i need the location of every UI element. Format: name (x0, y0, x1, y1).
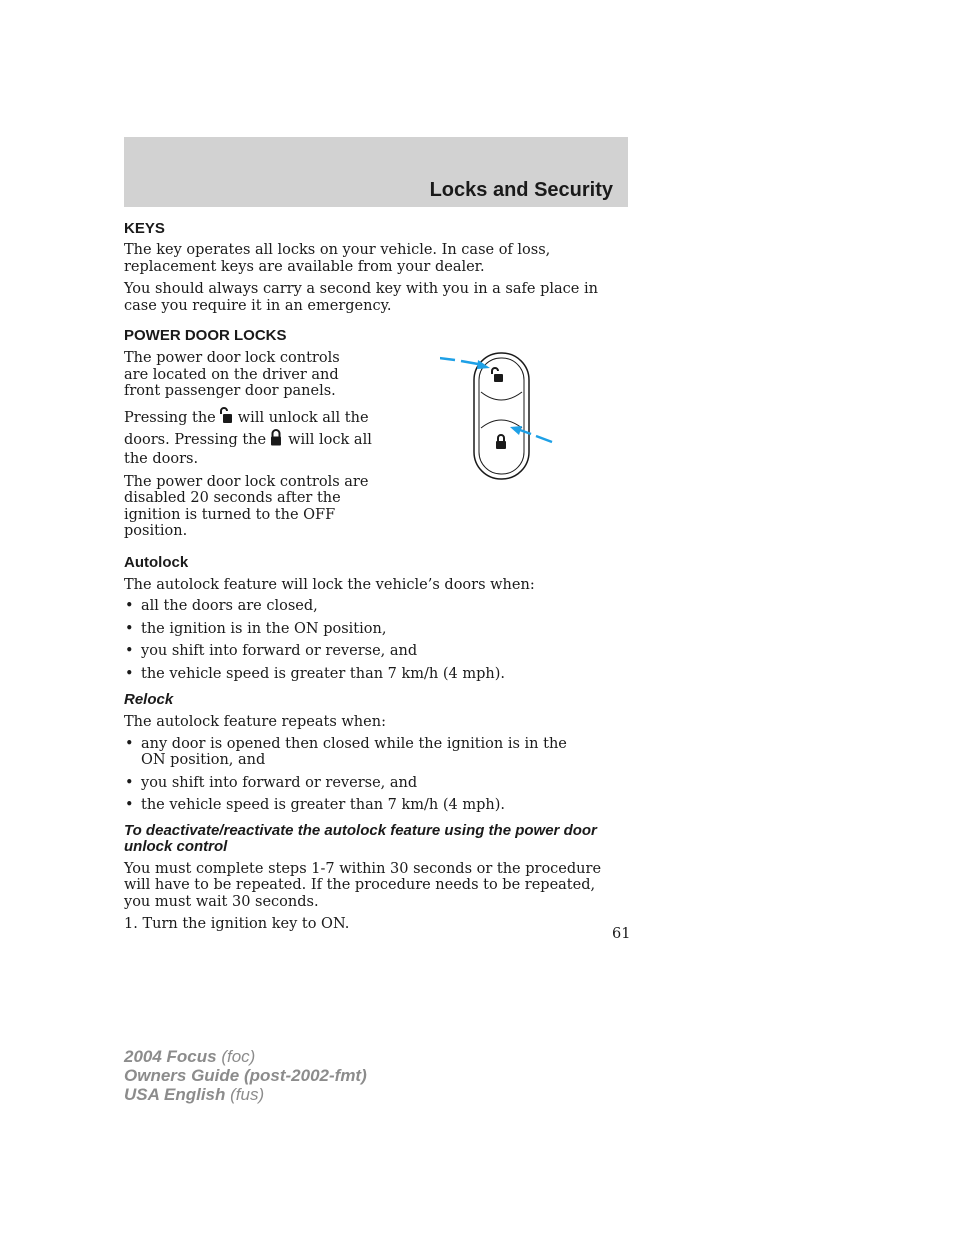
deactivate-heading: To deactivate/reactivate the autolock feature using the power door unlock control (124, 821, 597, 855)
deactivate-paragraph: You must complete steps 1-7 within 30 seconds or the procedure will have to be repeated. If the procedure needs to be repeated, you must wait 30 seconds. (124, 860, 602, 910)
keys-paragraph-2: You should always carry a second key with you in a safe place in case you require it in an emergency. (124, 281, 598, 314)
page-content (124, 220, 628, 933)
list-item: • you shift into forward or reverse, and (125, 643, 418, 659)
power-door-locks-heading: POWER DOOR LOCKS (124, 327, 287, 344)
autolock-heading: Autolock (124, 553, 189, 571)
autolock-intro: The autolock feature will lock the vehicle’s doors when: (124, 576, 535, 593)
keys-heading: KEYS (124, 220, 165, 237)
unlock-arrow-line-dash-2 (461, 361, 478, 364)
figure-lock-icon (496, 435, 506, 449)
power-door-locks-paragraph-2 (124, 406, 374, 469)
lock-icon (269, 428, 283, 446)
section-title: Locks and Security (429, 179, 613, 201)
keys-paragraph-1: The key operates all locks on your vehicle. In case of loss, replacement keys are available from your dealer. (124, 242, 551, 275)
list-item: • the ignition is in the ON position, (125, 620, 387, 637)
unlock-icon (219, 406, 233, 424)
section-header (124, 137, 628, 207)
power-door-locks-paragraph-1: The power door lock controls are located on the driver and front passenger door panels. (124, 350, 340, 399)
list-item: • any door is opened then closed while the ignition is in the ON position, and (125, 735, 567, 768)
autolock-list (124, 598, 628, 682)
pressing-text-a: Pressing the (124, 409, 216, 426)
unlock-arrow-line-dash-1 (440, 358, 455, 360)
lock-arrowhead (510, 426, 522, 435)
pressing-text-b: will unlock all the doors. Pressing the (124, 409, 369, 448)
relock-list (124, 736, 628, 814)
list-item: • all the doors are closed, (125, 598, 318, 614)
power-door-locks-paragraph-3: The power door lock controls are disabled 20 seconds after the ignition is turned to the OFF position. (124, 473, 369, 539)
switch-outer-outline (474, 353, 529, 479)
pressing-text-c: will lock all the doors. (124, 431, 372, 467)
footer-line-2: Owners Guide (post-2002-fmt) (124, 1066, 367, 1085)
relock-heading: Relock (124, 691, 174, 708)
list-item: • the vehicle speed is greater than 7 km/h (4 mph). (125, 797, 505, 813)
list-item: • the vehicle speed is greater than 7 km/h (4 mph). (125, 665, 505, 682)
relock-intro: The autolock feature repeats when: (124, 714, 386, 730)
document-footer (124, 1047, 367, 1104)
list-item: • you shift into forward or reverse, and (125, 774, 418, 791)
page-number: 61 (612, 926, 631, 942)
footer-line-1: 2004 Focus (foc) (124, 1047, 256, 1066)
switch-upper-divider (481, 392, 522, 400)
unlock-arrowhead (477, 360, 490, 369)
lock-arrow-line-dash-2 (536, 436, 552, 442)
door-lock-switch-figure (440, 350, 570, 480)
figure-unlock-icon (492, 368, 503, 382)
step-1: 1. Turn the ignition key to ON. (124, 916, 350, 932)
footer-line-3: USA English (fus) (124, 1085, 265, 1104)
